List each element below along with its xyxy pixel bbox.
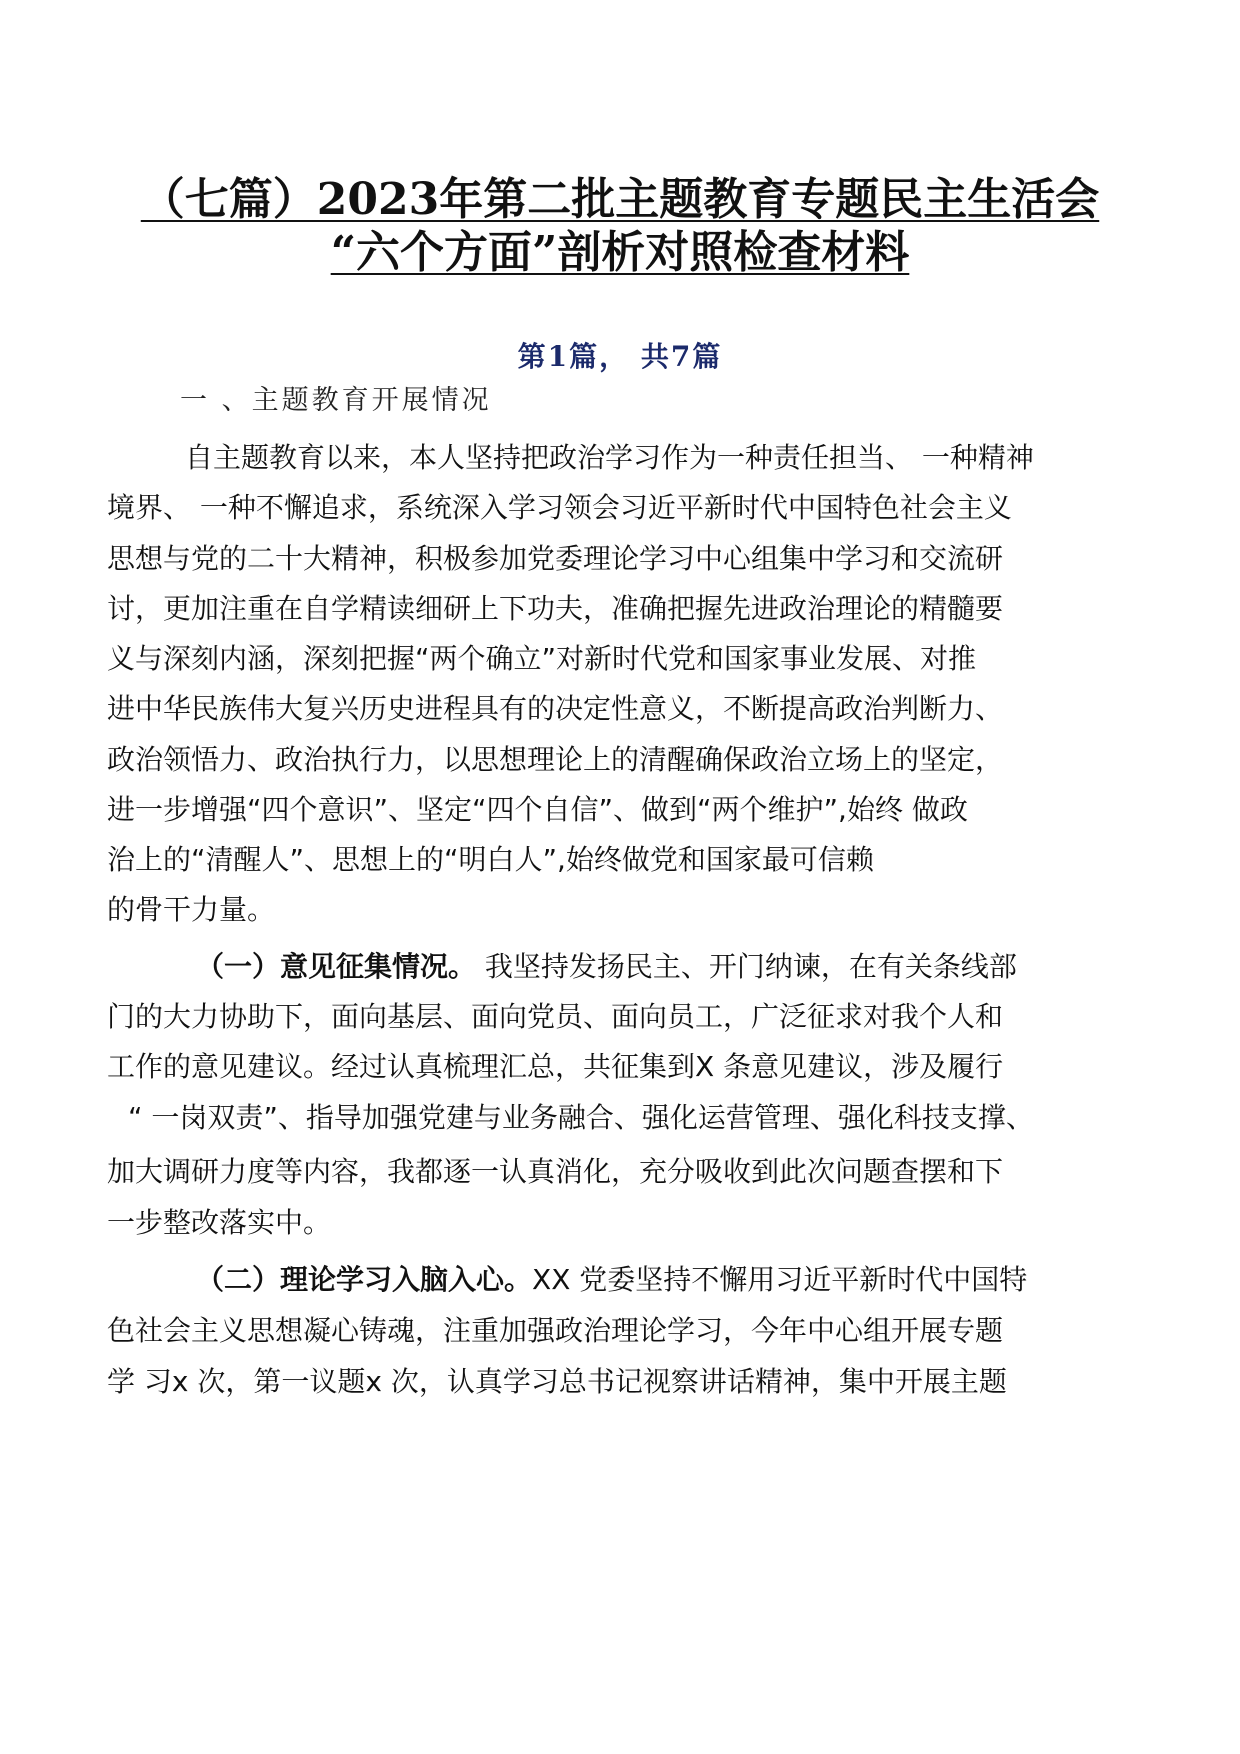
subsection-heading: （二）理论学习入脑入心。 xyxy=(196,1263,533,1296)
paragraph-line xyxy=(196,945,1017,985)
paragraph-line: 义与深刻内涵，深刻把握“两个确立”对新时代党和国家事业发展、对推 xyxy=(107,642,977,675)
paragraph-text: XX 党委坚持不懈用习近平新时代中国特 xyxy=(532,1263,1028,1296)
paragraph-text: 我坚持发扬民主、开门纳谏，在有关条线部 xyxy=(476,950,1017,983)
paragraph-line: 自主题教育以来，本人坚持把政治学习作为一种责任担当、 一种精神 xyxy=(185,441,1034,474)
paragraph-line: 进中华民族伟大复兴历史进程具有的决定性意义，不断提高政治判断力、 xyxy=(107,692,1004,725)
paragraph-line: 的骨干力量。 xyxy=(107,893,276,926)
paragraph-line: 色社会主义思想凝心铸魂，注重加强政治理论学习，今年中心组开展专题 xyxy=(107,1314,1004,1347)
paragraph-line: 境界、 一种不懈追求，系统深入学习领会习近平新时代中国特色社会主义 xyxy=(107,491,1012,524)
paragraph-line: 门的大力协助下，面向基层、面向党员、面向员工，广泛征求对我个人和 xyxy=(107,1000,1004,1033)
paragraph-line: 加大调研力度等内容，我都逐一认真消化，充分吸收到此次问题查摆和下 xyxy=(107,1155,1004,1188)
document-title-line-2: “六个方面”剖析对照检查材料 xyxy=(330,227,910,278)
paragraph-line: 讨，更加注重在自学精读细研上下功夫，准确把握先进政治理论的精髓要 xyxy=(107,592,1004,625)
paragraph-line: 进一步增强“四个意识”、坚定“四个自信”、做到“两个维护”,始终 做政 xyxy=(107,793,968,826)
document-title-line-1: （七篇）2023年第二批主题教育专题民主生活会 xyxy=(140,174,1100,225)
paragraph-line: “ 一岗双责”、指导加强党建与业务融合、强化运营管理、强化科技支撑、 xyxy=(128,1101,1034,1134)
paragraph-line: 政治领悟力、政治执行力，以思想理论上的清醒确保政治立场上的坚定， xyxy=(107,743,1004,776)
paragraph-line: 工作的意见建议。经过认真梳理汇总，共征集到X 条意见建议，涉及履行 xyxy=(107,1050,1004,1083)
paragraph-line: 治上的“清醒人”、思想上的“明白人”,始终做党和国家最可信赖 xyxy=(107,843,874,876)
paragraph-line: 学 习x 次，第一议题x 次，认真学习总书记视察讲话精神，集中开展主题 xyxy=(107,1365,1007,1398)
paragraph-line xyxy=(196,1258,1027,1298)
section-heading: 一 、主题教育开展情况 xyxy=(180,385,492,416)
subsection-heading: （一）意见征集情况。 xyxy=(196,950,477,983)
part-label: 第1篇， 共7篇 xyxy=(517,340,723,373)
paragraph-line: 思想与党的二十大精神，积极参加党委理论学习中心组集中学习和交流研 xyxy=(107,542,1004,575)
paragraph-line: 一步整改落实中。 xyxy=(107,1206,332,1239)
